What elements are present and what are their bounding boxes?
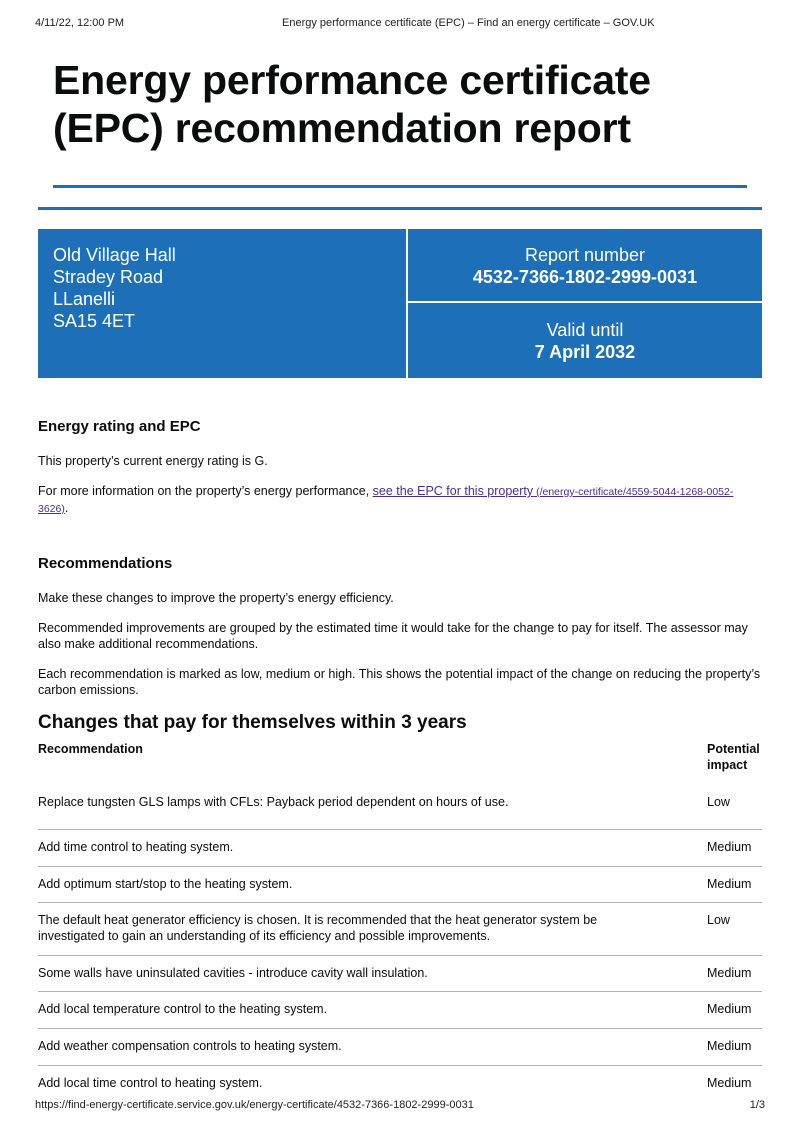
recommendation-text: Add local temperature control to the heating system. xyxy=(38,1002,328,1016)
table-row xyxy=(38,866,762,902)
see-epc-link[interactable]: see the EPC for this property xyxy=(372,484,534,498)
column-header-potential-impact xyxy=(707,741,767,773)
valid-until-cell xyxy=(408,319,762,363)
valid-until-label: Valid until xyxy=(546,320,624,340)
epc-link-href[interactable]: (/energy-certificate/4559-5044-1268-0052-3626) xyxy=(38,486,734,515)
recommendations-heading: Recommendations xyxy=(38,555,173,572)
print-url: https://find-energy-certificate.service.gov.uk/energy-certificate/4532-7366-1802-2999-0031 xyxy=(35,1099,474,1111)
table-row xyxy=(38,793,762,829)
recommendations-grouping-text: Recommended improvements are grouped by the estimated time it would take for the change to pay for itself. The assessor may also make additional recommendations. xyxy=(38,621,748,651)
impact-value: Low xyxy=(707,795,730,809)
table-header xyxy=(38,741,762,793)
print-page-title: Energy performance certificate (EPC) – Find an energy certificate – GOV.UK xyxy=(282,17,655,29)
impact-value: Low xyxy=(707,913,730,927)
impact-value: Medium xyxy=(707,1002,752,1016)
column-header-impact-line1: Potential xyxy=(707,742,760,756)
title-underline xyxy=(53,185,747,188)
address-postcode: SA15 4ET xyxy=(53,311,136,331)
print-footer xyxy=(35,1099,765,1115)
print-header xyxy=(35,17,765,33)
current-rating-text: This property’s current energy rating is G. xyxy=(38,454,268,468)
changes-3-years-heading: Changes that pay for themselves within 3 years xyxy=(38,712,467,733)
summary-horizontal-divider xyxy=(408,301,762,303)
recommendation-text: Add local time control to heating system. xyxy=(38,1076,263,1090)
recommendation-text: Add optimum start/stop to the heating system. xyxy=(38,877,293,891)
recommendations-table xyxy=(38,741,762,1096)
energy-rating-heading: Energy rating and EPC xyxy=(38,418,201,435)
recommendations-impact-text: Each recommendation is marked as low, medium or high. This shows the potential impact of the change on reducing the property’s carbon emissions. xyxy=(38,667,761,697)
impact-value: Medium xyxy=(707,840,752,854)
page-title-line1: Energy performance certificate xyxy=(53,57,651,103)
page-number: 1/3 xyxy=(749,1099,765,1111)
report-number-cell xyxy=(408,244,762,288)
address-line3: LLanelli xyxy=(53,289,116,309)
impact-value: Medium xyxy=(707,877,752,891)
more-info-suffix: . xyxy=(64,501,69,515)
table-row xyxy=(38,1028,762,1065)
print-datetime: 4/11/22, 12:00 PM xyxy=(35,17,125,29)
address-line1: Old Village Hall xyxy=(53,245,176,265)
table-row xyxy=(38,829,762,866)
section-divider xyxy=(38,207,762,210)
valid-until-value: 7 April 2032 xyxy=(534,342,636,362)
impact-value: Medium xyxy=(707,1039,752,1053)
recommendation-text: Replace tungsten GLS lamps with CFLs: Payback period dependent on hours of use. xyxy=(38,795,509,809)
table-row xyxy=(38,902,762,955)
impact-value: Medium xyxy=(707,966,752,980)
recommendation-text: Add time control to heating system. xyxy=(38,840,234,854)
report-number-value: 4532-7366-1802-2999-0031 xyxy=(472,267,698,287)
recommendation-text: Some walls have uninsulated cavities - introduce cavity wall insulation. xyxy=(38,966,428,980)
main-content xyxy=(38,417,762,698)
recommendation-text: The default heat generator efficiency is chosen. It is recommended that the heat generator system be investigated to gain an understanding of its efficiency and possible improvements. xyxy=(38,913,598,943)
column-header-recommendation: Recommendation xyxy=(38,742,143,756)
page-title xyxy=(53,56,773,152)
recommendation-text: Add weather compensation controls to heating system. xyxy=(38,1039,342,1053)
more-info-prefix: For more information on the property’s energy performance, xyxy=(38,484,373,498)
report-number-label: Report number xyxy=(524,245,646,265)
table-row xyxy=(38,991,762,1028)
recommendations-intro: Make these changes to improve the property’s energy efficiency. xyxy=(38,591,394,605)
more-info-paragraph xyxy=(38,483,762,517)
column-header-impact-line2: impact xyxy=(707,758,748,772)
table-row xyxy=(38,1065,762,1096)
impact-value: Medium xyxy=(707,1076,752,1090)
address-line2: Stradey Road xyxy=(53,267,164,287)
table-row xyxy=(38,955,762,991)
page-title-line2: (EPC) recommendation report xyxy=(53,105,631,151)
property-address xyxy=(53,244,176,332)
certificate-summary-block xyxy=(38,229,762,378)
